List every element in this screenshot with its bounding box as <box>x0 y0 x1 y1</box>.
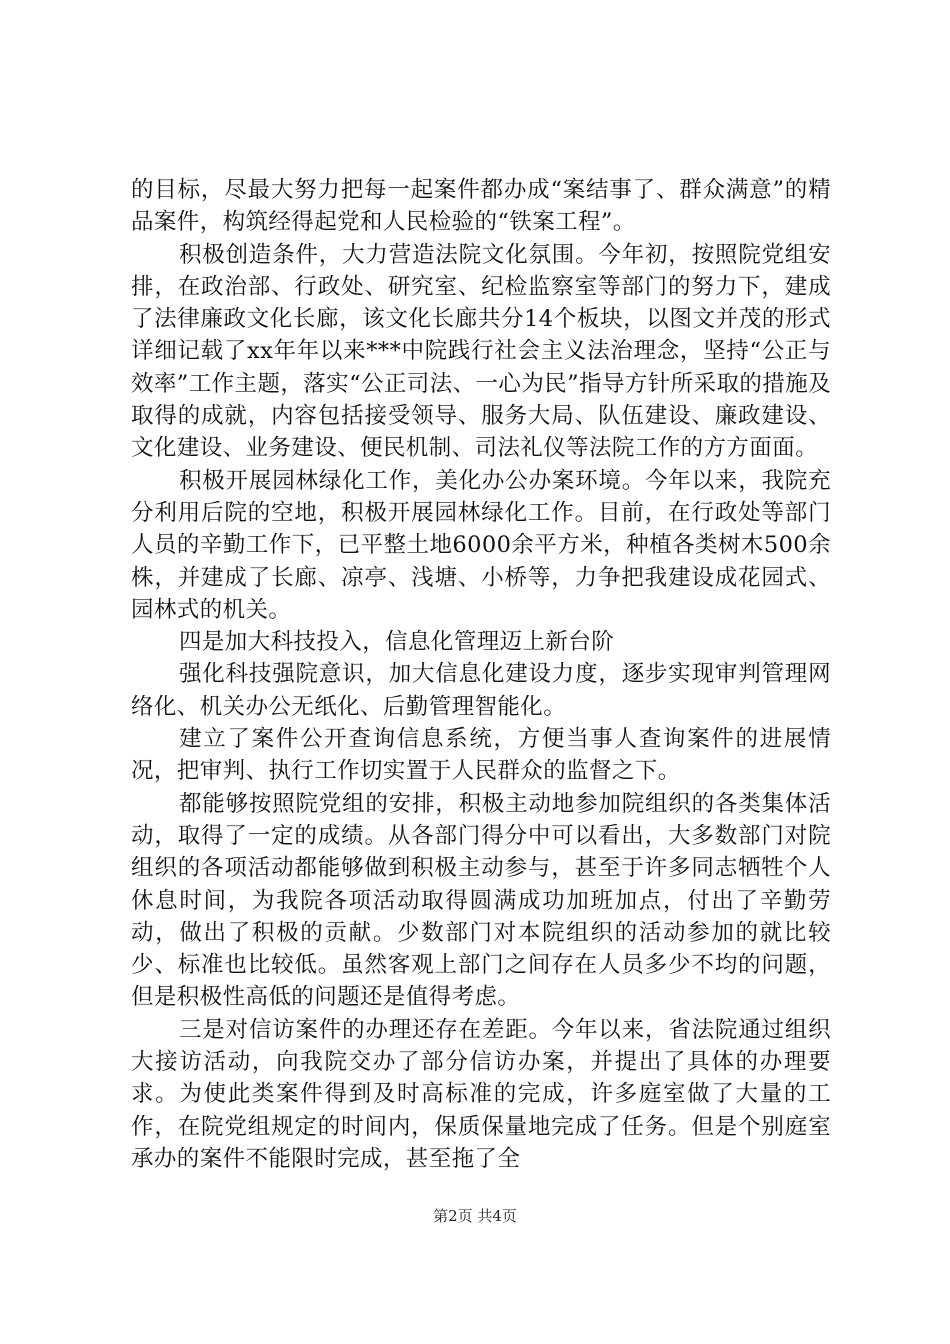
paragraph-continuation: 的目标，尽最大努力把每一起案件都办成“案结事了、群众满意”的精品案件，构筑经得起党和人民检验的“铁案工程”。 <box>131 177 831 236</box>
paragraph-informatization: 强化科技强院意识，加大信息化建设力度，逐步实现审判管理网络化、机关办公无纸化、后勤管理智能化。 <box>131 661 831 720</box>
paragraph-case-query-system: 建立了案件公开查询信息系统，方便当事人查询案件的进展情况，把审判、执行工作切实置于人民群众的监督之下。 <box>131 726 831 785</box>
section-heading-technology: 四是加大科技投入，信息化管理迈上新台阶 <box>179 629 615 656</box>
page-number-footer: 第2页 共4页 <box>433 1207 517 1225</box>
paragraph-culture: 积极创造条件，大力营造法院文化氛围。今年初，按照院党组安排，在政治部、行政处、研究室、纪检监察室等部门的努力下，建成了法律廉政文化长廊，该文化长廊共分14个板块，以图文并茂的形式详细记载了xx年年以来***中院践行社会主义法治理念，坚持“公正与效率”工作主题，落实“公正司法、一心为民”指导方针所采取的措施及取得的成就，内容包括接受领导、服务大局、队伍建设、廉政建设、文化建设、业务建设、便民机制、司法礼仪等法院工作的方方面面。 <box>131 241 831 462</box>
paragraph-collective-activities: 都能够按照院党组的安排，积极主动地参加院组织的各类集体活动，取得了一定的成绩。从各部门得分中可以看出，大多数部门对院组织的各项活动都能够做到积极主动参与，甚至于许多同志牺牲个人休息时间，为我院各项活动取得圆满成功加班加点，付出了辛勤劳动，做出了积极的贡献。少数部门对本院组织的活动参加的就比较少、标准也比较低。虽然客观上部门之间存在人员多少不均的问题，但是积极性高低的问题还是值得考虑。 <box>131 790 831 1011</box>
paragraph-greening: 积极开展园林绿化工作，美化办公办案环境。今年以来，我院充分利用后院的空地，积极开展园林绿化工作。目前，在行政处等部门人员的辛勤工作下，已平整土地6000余平方米，种植各类树木500余株，并建成了长廊、凉亭、浅塘、小桥等，力争把我建设成花园式、园林式的机关。 <box>131 467 831 623</box>
paragraph-petition-cases: 三是对信访案件的办理还存在差距。今年以来，省法院通过组织大接访活动，向我院交办了部分信访办案，并提出了具体的办理要求。为使此类案件得到及时高标准的完成，许多庭室做了大量的工作，在院党组规定的时间内，保质保量地完成了任务。但是个别庭室承办的案件不能限时完成，甚至拖了全 <box>131 1016 831 1172</box>
document-body <box>131 174 831 1175</box>
